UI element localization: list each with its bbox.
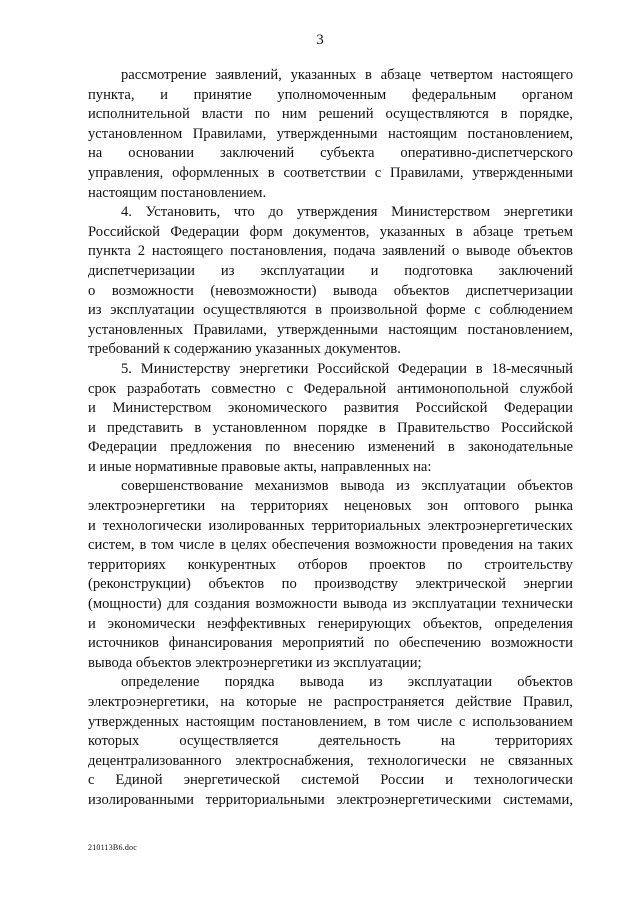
- text-word: вывода: [342, 596, 388, 613]
- text-word: федеральным: [411, 86, 497, 103]
- text-word: возможности: [490, 635, 573, 652]
- document-body: [88, 66, 573, 811]
- text-line: [88, 575, 573, 595]
- text-word: Правилами,: [193, 321, 267, 338]
- text-word: которых: [88, 733, 140, 750]
- text-word: из: [392, 596, 407, 613]
- text-word: в: [267, 164, 275, 181]
- text-word: определения: [494, 615, 573, 632]
- text-word: внесению: [293, 439, 355, 456]
- text-word: деятельность: [318, 733, 401, 750]
- text-word: электрической: [415, 576, 506, 593]
- text-word: четвертом: [429, 67, 493, 83]
- text-word: вывода: [340, 478, 385, 495]
- text-word: утвержденными: [472, 164, 573, 181]
- text-word: совершенствование: [121, 478, 244, 495]
- text-word: на: [88, 145, 103, 162]
- text-line: [88, 321, 573, 341]
- text-word: и: [88, 615, 96, 632]
- text-word: по: [254, 106, 270, 123]
- text-word: строительству: [484, 556, 573, 573]
- text-word: для: [167, 596, 189, 613]
- text-word: распространяется: [333, 694, 445, 710]
- text-word: Единой: [115, 772, 163, 789]
- text-word: постановлением,: [261, 713, 368, 730]
- text-word: производству: [314, 576, 398, 593]
- text-word: в: [447, 439, 455, 456]
- text-line-content: и иные нормативные правовые акты, направленных на:: [88, 458, 432, 475]
- text-word: на: [440, 733, 456, 750]
- text-word: числе: [178, 537, 215, 554]
- text-word: основании: [128, 145, 195, 162]
- text-word: объектов: [208, 576, 265, 593]
- text-word: и: [370, 262, 379, 279]
- text-word: энергии: [523, 576, 573, 593]
- text-word: России: [380, 772, 425, 789]
- text-word: утверждения: [296, 204, 378, 221]
- text-word: утвержденными: [276, 125, 378, 142]
- text-line: [88, 144, 573, 164]
- text-word: о: [451, 243, 460, 260]
- text-line: [88, 634, 573, 654]
- text-word: и: [160, 86, 168, 103]
- text-word: законодательные: [468, 439, 573, 456]
- text-word: из: [220, 262, 235, 279]
- text-line: [88, 536, 573, 556]
- text-word: постановлением,: [467, 321, 573, 338]
- text-word: антимонопольной: [396, 380, 509, 397]
- text-word: (невозможности): [210, 282, 317, 299]
- text-line: [88, 654, 573, 674]
- text-word: форм: [249, 223, 283, 240]
- text-word: диспетчеризации: [88, 262, 195, 279]
- text-line-content: вывода объектов электроэнергетики из эксплуатации;: [88, 654, 422, 671]
- text-line: [88, 380, 573, 400]
- text-line: [88, 713, 573, 733]
- text-word: постановлением,: [467, 125, 573, 142]
- text-word: мероприятий: [282, 635, 365, 652]
- text-word: обеспечения: [271, 537, 350, 554]
- text-word: Российской: [88, 223, 160, 240]
- text-word: пункта: [88, 243, 131, 260]
- text-word: указанных: [379, 223, 446, 240]
- text-word: объектов: [517, 243, 573, 260]
- text-word: произвольной: [330, 302, 418, 319]
- text-word: принятие: [193, 86, 252, 103]
- text-line: [88, 223, 573, 243]
- text-word: технологически: [474, 772, 573, 789]
- text-word: экономически: [107, 615, 196, 632]
- text-word: из: [88, 302, 102, 319]
- text-line: [88, 458, 573, 478]
- text-word: форме: [426, 302, 466, 319]
- text-word: Министерством: [391, 204, 491, 221]
- text-word: с: [88, 772, 95, 789]
- text-word: Российской: [317, 360, 390, 377]
- text-word: из: [369, 674, 383, 691]
- text-word: отборов: [297, 556, 348, 573]
- text-word: эксплуатации: [260, 262, 345, 279]
- text-word: Российской: [500, 419, 573, 436]
- text-word: Правилами,: [192, 125, 267, 142]
- text-line: [88, 791, 573, 811]
- text-word: настоящим: [387, 125, 457, 142]
- text-line: [88, 360, 573, 380]
- text-line: [88, 615, 573, 635]
- text-word: установленных: [88, 321, 184, 338]
- text-word: возможности: [255, 596, 338, 613]
- text-line: [88, 693, 573, 713]
- text-word: эксплуатации: [412, 596, 497, 613]
- text-line: [88, 673, 573, 693]
- text-word: территориальных: [311, 517, 421, 534]
- text-word: пункта,: [88, 86, 135, 103]
- text-line: [88, 203, 573, 223]
- text-line: [88, 164, 573, 184]
- text-word: на: [518, 537, 533, 554]
- text-word: электроэнергетическими: [336, 791, 492, 808]
- text-word: изменений: [367, 439, 435, 456]
- text-word: эксплуатации: [421, 478, 506, 495]
- text-word: в: [194, 419, 202, 436]
- text-word: в: [139, 537, 147, 554]
- text-line: [88, 497, 573, 517]
- text-word: и: [88, 517, 96, 534]
- text-line: [88, 438, 573, 458]
- text-word: децентрализованного: [88, 752, 222, 769]
- text-word: не: [308, 694, 323, 710]
- text-line: [88, 477, 573, 497]
- text-word: из: [396, 478, 410, 495]
- text-word: проведения: [441, 537, 514, 554]
- text-word: определение: [121, 674, 200, 691]
- text-word: электроэнергетики: [88, 498, 206, 515]
- text-word: неценовых: [344, 498, 412, 515]
- text-word: территориях: [88, 556, 166, 573]
- text-word: возможности: [354, 537, 437, 554]
- text-word: исполнительной: [88, 106, 190, 123]
- text-word: в: [315, 302, 323, 319]
- text-word: утвержденных: [88, 713, 179, 730]
- text-line: [88, 242, 573, 262]
- text-word: с: [459, 713, 466, 730]
- text-word: настоящего: [501, 67, 573, 83]
- text-word: утвержденными: [277, 321, 378, 338]
- text-word: представить: [107, 419, 184, 436]
- text-word: порядка: [224, 674, 275, 691]
- text-word: абзаце: [380, 67, 422, 83]
- text-word: Российской: [415, 400, 488, 417]
- text-word: диспетчеризации: [465, 282, 573, 299]
- text-word: настоящего: [151, 243, 224, 260]
- text-word: установленном: [212, 419, 307, 436]
- text-word: ним: [281, 106, 307, 123]
- text-word: изолированными: [88, 791, 194, 808]
- text-word: вывода: [332, 282, 378, 299]
- text-word: проектов: [369, 556, 426, 573]
- text-word: на: [220, 498, 236, 515]
- text-word: и: [88, 400, 96, 417]
- text-word: в: [475, 360, 483, 377]
- text-word: том: [151, 537, 174, 554]
- text-line: [88, 399, 573, 419]
- text-word: заявлений,: [215, 67, 282, 83]
- text-word: осуществляется: [179, 733, 279, 750]
- text-word: которые: [246, 694, 297, 710]
- text-word: использованием: [472, 713, 573, 730]
- text-word: предложения: [170, 439, 252, 456]
- text-line: [88, 105, 573, 125]
- text-word: таких: [537, 537, 573, 554]
- text-word: Федерации: [398, 360, 467, 377]
- text-word: подача: [333, 243, 376, 260]
- text-word: с: [286, 380, 293, 397]
- text-word: Федеральной: [303, 380, 387, 397]
- text-word: Министерством: [112, 400, 212, 417]
- text-word: и: [445, 772, 454, 789]
- text-word: субъекта: [320, 145, 375, 162]
- text-word: Федерации: [88, 439, 157, 456]
- text-word: не: [480, 752, 495, 769]
- text-word: по: [281, 576, 297, 593]
- text-word: настоящим: [388, 321, 458, 338]
- text-line: [88, 301, 573, 321]
- text-word: совместно: [211, 380, 276, 397]
- text-word: создания: [194, 596, 250, 613]
- text-word: заявлений: [382, 243, 446, 260]
- text-word: том: [387, 713, 411, 730]
- text-word: развития: [343, 400, 399, 417]
- text-word: экономического: [228, 400, 328, 417]
- text-word: заключений: [498, 262, 573, 279]
- text-word: в: [219, 537, 227, 554]
- text-line: [88, 752, 573, 772]
- text-word: с: [374, 164, 382, 181]
- text-word: генерирующих: [317, 615, 412, 632]
- text-line: [88, 184, 573, 204]
- text-word: эксплуатации: [110, 302, 195, 319]
- text-word: оперативно-диспетчерского: [400, 145, 573, 162]
- text-line: [88, 86, 573, 106]
- text-word: установленном: [88, 125, 183, 142]
- text-word: механизмов: [254, 478, 329, 495]
- text-word: эксплуатации: [407, 674, 493, 691]
- text-word: третьем: [523, 223, 573, 240]
- text-line: [88, 771, 573, 791]
- text-line: [88, 517, 573, 537]
- text-word: объектов,: [423, 615, 483, 632]
- text-word: Правилами,: [390, 164, 464, 181]
- text-line: [88, 282, 573, 302]
- text-word: энергетики: [503, 204, 573, 221]
- text-word: осуществляются: [385, 106, 489, 123]
- text-word: оформленных: [172, 164, 259, 181]
- text-word: разработать: [126, 380, 201, 397]
- text-line-content: настоящим постановлением.: [88, 184, 267, 201]
- text-line: [88, 595, 573, 615]
- text-word: что: [233, 204, 255, 221]
- text-word: технически: [501, 596, 573, 613]
- text-word: указанных: [290, 67, 357, 83]
- text-word: о: [88, 282, 96, 299]
- text-word: управления,: [88, 164, 164, 181]
- text-word: 4.: [121, 204, 132, 221]
- text-word: электроэнергетики,: [88, 694, 209, 710]
- text-word: Министерству: [140, 360, 231, 377]
- text-word: осуществляются: [203, 302, 307, 319]
- text-word: заключений: [219, 145, 295, 162]
- text-word: территориальными: [205, 791, 325, 808]
- text-word: и: [88, 419, 96, 436]
- text-word: органом: [521, 86, 573, 103]
- text-word: территориях: [495, 733, 573, 750]
- text-word: объектов: [517, 674, 573, 691]
- text-line: [88, 732, 573, 752]
- text-word: источников: [88, 635, 159, 652]
- text-word: зон: [427, 498, 449, 515]
- file-name-footer: 210113В6.doc: [88, 843, 137, 852]
- text-word: (реконструкции): [88, 576, 191, 593]
- text-word: настоящим: [185, 713, 255, 730]
- text-word: соблюдением: [489, 302, 573, 319]
- text-word: обеспечению: [398, 635, 482, 652]
- text-word: до: [268, 204, 284, 221]
- text-word: Установить,: [145, 204, 221, 221]
- text-line: [88, 262, 573, 282]
- text-word: (мощности): [88, 596, 162, 613]
- text-word: технологически: [367, 752, 467, 769]
- text-word: объектов: [393, 282, 450, 299]
- text-line: [88, 556, 573, 576]
- text-word: абзаце: [473, 223, 514, 240]
- text-word: рынка: [534, 498, 573, 515]
- text-word: Правительство: [397, 419, 490, 436]
- text-word: 18-месячный: [491, 360, 573, 377]
- text-word: целях: [231, 537, 267, 554]
- text-line-content: требований к содержанию указанных документов.: [88, 341, 401, 358]
- text-word: оптового: [463, 498, 520, 515]
- text-word: электроэнергетических: [427, 517, 573, 534]
- text-word: 2: [137, 243, 146, 260]
- page-number: 3: [316, 32, 324, 48]
- text-word: энергетики: [239, 360, 309, 377]
- text-word: выводе: [466, 243, 511, 260]
- text-word: неэффективных: [207, 615, 306, 632]
- text-word: соответствии: [283, 164, 366, 181]
- text-word: в: [455, 223, 463, 240]
- text-word: решений: [318, 106, 374, 123]
- text-word: в: [500, 106, 508, 123]
- text-word: числе: [416, 713, 453, 730]
- text-word: технологически: [102, 517, 202, 534]
- text-word: систем,: [88, 537, 135, 554]
- text-word: Федерации: [504, 400, 573, 417]
- text-word: по: [265, 439, 281, 456]
- text-word: возможности: [111, 282, 194, 299]
- text-word: системами,: [503, 791, 573, 808]
- text-word: в: [364, 67, 372, 83]
- text-word: уполномоченным: [277, 86, 387, 103]
- text-word: энергетической: [183, 772, 281, 789]
- text-word: 5.: [121, 360, 132, 377]
- text-word: Правил,: [523, 694, 573, 710]
- text-word: конкурентных: [187, 556, 277, 573]
- text-word: системой: [301, 772, 360, 789]
- text-word: в: [373, 713, 381, 730]
- text-word: объектов: [517, 478, 573, 495]
- text-word: вывода: [299, 674, 344, 691]
- text-word: на: [220, 694, 235, 710]
- text-word: в: [378, 419, 386, 436]
- text-word: рассмотрение: [121, 67, 207, 83]
- text-word: изолированных: [208, 517, 305, 534]
- text-line: [88, 419, 573, 439]
- text-word: финансирования: [168, 635, 273, 652]
- text-word: действие: [455, 694, 512, 710]
- text-line: [88, 66, 573, 86]
- text-line: [88, 125, 573, 145]
- text-word: территориях: [250, 498, 329, 515]
- text-word: власти: [201, 106, 243, 123]
- text-line: [88, 340, 573, 360]
- text-word: постановления,: [230, 243, 327, 260]
- text-word: по: [374, 635, 390, 652]
- text-word: Федерации: [170, 223, 240, 240]
- text-word: документов,: [293, 223, 370, 240]
- text-word: связанных: [508, 752, 573, 769]
- text-word: службой: [519, 380, 573, 397]
- text-word: порядке,: [519, 106, 573, 123]
- text-word: с: [474, 302, 481, 319]
- text-word: порядке: [317, 419, 368, 436]
- text-word: срок: [88, 380, 117, 397]
- text-word: электроснабжения,: [235, 752, 354, 769]
- text-word: подготовка: [404, 262, 473, 279]
- text-word: по: [447, 556, 463, 573]
